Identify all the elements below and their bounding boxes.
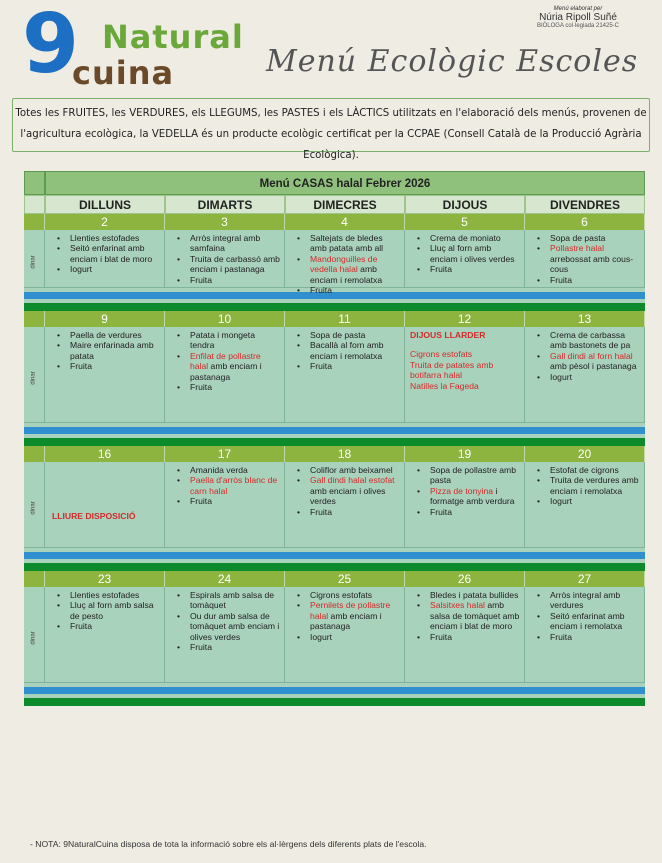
day-number: 11 xyxy=(285,311,405,327)
dish-name: Iogurt xyxy=(70,264,92,275)
table-title-row xyxy=(24,171,645,195)
dish-name: Seitó enfarinat amb enciam i blat de moro xyxy=(70,243,153,264)
dish-list xyxy=(408,233,521,275)
halal-dish-name: Pollastre halal xyxy=(550,243,604,254)
day-number: 10 xyxy=(165,311,285,327)
dish-list xyxy=(48,330,161,372)
dish-list xyxy=(168,330,281,392)
day-number-row xyxy=(24,214,645,230)
dish-item xyxy=(288,254,401,285)
day-number: 6 xyxy=(525,214,645,230)
dish-item xyxy=(528,590,641,611)
free-day-label: LLIURE DISPOSICIÓ xyxy=(52,511,136,521)
dish-item xyxy=(408,632,521,642)
dish-name: Truita de carbassó amb enciam i pastanaga xyxy=(190,253,280,275)
dish-name: Fruita xyxy=(550,631,572,642)
menu-cell xyxy=(405,230,525,287)
day-number: 23 xyxy=(45,571,165,587)
dish-name: Fruita xyxy=(430,506,452,517)
dish-name: Fruita xyxy=(190,274,212,285)
dish-list xyxy=(168,590,281,652)
dish-item xyxy=(168,611,281,642)
day-number: 2 xyxy=(45,214,165,230)
halal-dish-name: Enfilat de pollastre halal xyxy=(190,350,261,372)
dish-detail: i formatge amb verdura xyxy=(430,485,515,507)
dish-detail: arrebossat amb cous-cous xyxy=(550,253,634,275)
dish-item xyxy=(408,486,521,507)
dish-item xyxy=(168,496,281,506)
separator-green xyxy=(24,563,645,571)
intro-line-1: Totes les FRUITES, les VERDURES, els LLEGUMS, les PASTES i els LÀCTICS utilitzats en l'elaboració dels menús, provenen de xyxy=(15,108,647,119)
title-corner xyxy=(24,171,45,195)
dish-name: Crema de moniato xyxy=(430,233,501,243)
dish-name: Sopa de pasta xyxy=(550,233,606,243)
dish-item xyxy=(48,600,161,621)
dish-list xyxy=(168,233,281,285)
day-header: DIMECRES xyxy=(285,195,405,214)
menu-cell xyxy=(165,462,285,547)
dish-item xyxy=(168,330,281,351)
dish-item xyxy=(288,632,401,642)
menu-cell xyxy=(165,587,285,682)
dish-name: Arròs integral amb verdures xyxy=(550,590,621,611)
day-number: 26 xyxy=(405,571,525,587)
day-header: DIVENDRES xyxy=(525,195,645,214)
dish-name: Fruita xyxy=(190,496,212,507)
dish-item xyxy=(528,243,641,274)
day-number-corner xyxy=(24,311,45,327)
dish-item xyxy=(48,621,161,631)
dish-item xyxy=(288,285,401,295)
day-number: 9 xyxy=(45,311,165,327)
dish-detail: amb enciam i pastanaga xyxy=(310,610,382,632)
menu-cell xyxy=(285,327,405,422)
dish-name: Fruita xyxy=(190,642,212,653)
menu-table xyxy=(24,171,645,706)
dish-name: Fruita xyxy=(310,285,332,296)
header xyxy=(0,0,662,95)
dish-item xyxy=(528,275,641,285)
dish-name: Crema de carbassa amb bastonets de pa xyxy=(550,330,631,351)
day-number: 12 xyxy=(405,311,525,327)
dish-name: Fruita xyxy=(70,621,92,632)
dish-item xyxy=(528,372,641,382)
dish-name: Patata i mongeta tendra xyxy=(190,330,255,351)
dish-list xyxy=(48,233,161,275)
dish-list xyxy=(528,590,641,642)
dish-name: Arròs integral amb samfaina xyxy=(190,233,261,254)
dish-item xyxy=(168,465,281,475)
dish-item xyxy=(408,243,521,264)
dish-detail: amb enciam i remolatxa xyxy=(310,264,383,285)
dish-item xyxy=(168,254,281,275)
day-header: DILLUNS xyxy=(45,195,165,214)
dish-name: Estofat de cigrons xyxy=(550,465,619,475)
meal-label-cell xyxy=(24,230,45,287)
dish-list xyxy=(288,233,401,295)
table-title: Menú CASAS halal Febrer 2026 xyxy=(45,171,645,195)
day-header-corner xyxy=(24,195,45,214)
dish-item xyxy=(528,632,641,642)
dish-name: Llenties estofades xyxy=(70,590,140,600)
page-title: Menú Ecològic Escoles xyxy=(266,44,639,79)
day-number-row xyxy=(24,571,645,587)
dish-name: Iogurt xyxy=(550,371,572,382)
dish-list xyxy=(408,590,521,642)
dish-list xyxy=(48,590,161,632)
dish-item xyxy=(168,382,281,392)
separator-green xyxy=(24,698,645,706)
dish-name: Lluç al forn amb enciam i olives verdes xyxy=(430,243,515,264)
menu-cell xyxy=(525,230,645,287)
dish-item xyxy=(168,275,281,285)
dish-item xyxy=(288,475,401,506)
menu-cell xyxy=(525,462,645,547)
dish-item xyxy=(528,475,641,496)
dish-item xyxy=(408,507,521,517)
dish-name: Fruita xyxy=(430,631,452,642)
menu-cell xyxy=(405,587,525,682)
day-number: 5 xyxy=(405,214,525,230)
day-number: 19 xyxy=(405,446,525,462)
dish-list xyxy=(528,233,641,285)
dish-name: Saltejats de bledes amb patata amb all xyxy=(310,233,384,254)
dish-item xyxy=(288,361,401,371)
menu-cell xyxy=(45,327,165,422)
day-header: DIJOUS xyxy=(405,195,525,214)
day-number: 27 xyxy=(525,571,645,587)
menu-cell xyxy=(285,230,405,296)
dish-name: Bacallà al forn amb enciam i remolatxa xyxy=(310,340,384,361)
dish-item xyxy=(48,264,161,274)
weeks xyxy=(24,214,645,706)
menu-cell xyxy=(165,230,285,287)
separator-blue xyxy=(24,687,645,694)
dish-name: Fruita xyxy=(310,361,332,372)
week-block xyxy=(24,571,645,706)
menu-cell xyxy=(165,327,285,422)
meal-label-cell xyxy=(24,462,45,547)
author-role: BIÒLOGA col·legiada 21425-C xyxy=(536,23,620,29)
menu-row xyxy=(24,462,645,548)
dish-name: Iogurt xyxy=(550,496,572,507)
dish-item xyxy=(288,465,401,475)
dish-name: Lluç al forn amb salsa de pesto xyxy=(70,600,154,621)
dish-name: Bledes i patata bullides xyxy=(430,590,519,600)
dish-name: Cigrons estofats xyxy=(310,590,373,600)
dish-name: Truita de verdures amb enciam i remolatxa xyxy=(550,475,639,496)
dish-name: Sopa de pollastre amb pasta xyxy=(430,465,516,486)
meal-label: dinar xyxy=(30,254,37,269)
author-block xyxy=(508,6,648,29)
day-number-corner xyxy=(24,571,45,587)
dish-item xyxy=(168,642,281,652)
dish-name: Iogurt xyxy=(310,631,332,642)
dish-item xyxy=(288,590,401,600)
dish-item xyxy=(48,361,161,371)
dish-item xyxy=(48,330,161,340)
dish-item xyxy=(168,590,281,611)
halal-dish-name: Mandonguilles de vedella halal xyxy=(310,253,378,275)
menu-cell xyxy=(405,462,525,547)
day-number: 25 xyxy=(285,571,405,587)
day-number-row xyxy=(24,446,645,462)
dish-name: Sopa de pasta xyxy=(310,330,366,340)
menu-cell xyxy=(45,230,165,287)
halal-dish-name: Gall dindi halal estofat xyxy=(310,475,395,486)
week-block xyxy=(24,446,645,571)
menu-cell xyxy=(285,587,405,682)
halal-dish-name: Pizza de tonyina xyxy=(430,485,494,496)
separator-blue xyxy=(24,552,645,559)
dish-detail: amb pèsol i pastanaga xyxy=(550,361,637,372)
dish-item xyxy=(288,600,401,631)
halal-dish-name: Paella d'arròs blanc de carn halal xyxy=(190,475,278,496)
menu-cell xyxy=(285,462,405,547)
dish-list xyxy=(168,465,281,507)
dish-name: Fruita xyxy=(430,264,452,275)
day-number: 3 xyxy=(165,214,285,230)
week-block xyxy=(24,214,645,311)
dish-item xyxy=(48,243,161,264)
menu-row xyxy=(24,230,645,296)
dish-name: Llenties estofades xyxy=(70,233,140,243)
dish-list xyxy=(528,330,641,382)
dish-list xyxy=(408,465,521,517)
dish-item xyxy=(48,590,161,600)
dish-list xyxy=(528,465,641,507)
special-day-heading: DIJOUS LLARDER xyxy=(410,330,486,340)
meal-label-cell xyxy=(24,587,45,682)
intro-note xyxy=(12,98,650,161)
day-number: 13 xyxy=(525,311,645,327)
dish-item xyxy=(168,233,281,254)
footer-note: - NOTA: 9NaturalCuina disposa de tota la informació sobre els al·lèrgens dels diferents plats de l'escola. xyxy=(30,839,427,849)
menu-row xyxy=(24,327,645,423)
special-dish: Cigrons estofats xyxy=(410,349,473,360)
meal-label-cell xyxy=(24,327,45,422)
logo-cuina-text: cuina xyxy=(72,54,175,92)
day-number-corner xyxy=(24,214,45,230)
dish-list xyxy=(288,330,401,372)
day-number: 18 xyxy=(285,446,405,462)
dish-item xyxy=(528,330,641,351)
day-number-corner xyxy=(24,446,45,462)
separator-blue xyxy=(24,427,645,434)
day-number: 24 xyxy=(165,571,285,587)
dish-item xyxy=(528,465,641,475)
dish-item xyxy=(48,233,161,243)
day-number: 4 xyxy=(285,214,405,230)
meal-label: dinar xyxy=(30,630,37,645)
dish-name: Fruita xyxy=(310,506,332,517)
day-header: DIMARTS xyxy=(165,195,285,214)
day-number: 17 xyxy=(165,446,285,462)
day-number: 20 xyxy=(525,446,645,462)
dish-item xyxy=(168,351,281,382)
dish-item xyxy=(528,611,641,632)
author-caption: Menú elaborat per xyxy=(553,6,603,12)
dish-item xyxy=(408,233,521,243)
dish-item xyxy=(408,264,521,274)
menu-row xyxy=(24,587,645,683)
dish-item xyxy=(408,590,521,600)
dish-item xyxy=(408,600,521,631)
menu-cell xyxy=(45,587,165,682)
dish-list xyxy=(288,590,401,642)
menu-cell xyxy=(405,327,525,422)
separator-green xyxy=(24,303,645,311)
dish-name: Amanida verda xyxy=(190,465,248,475)
logo-nine: 9 xyxy=(22,0,80,92)
dish-item xyxy=(288,330,401,340)
meal-label: dinar xyxy=(30,500,37,515)
dish-detail: amb salsa de tomàquet amb enciam i blat de moro xyxy=(430,600,520,632)
dish-name: Ou dur amb salsa de tomàquet amb enciam i olives verdes xyxy=(190,610,280,642)
logo-natural-text: Natural xyxy=(102,18,244,56)
author-name: Núria Ripoll Suñé xyxy=(539,12,617,23)
meal-label: dinar xyxy=(30,370,37,385)
day-headers xyxy=(24,195,645,214)
intro-line-2: l'agricultura ecològica, la VEDELLA és un producte ecològic certificat per la CCPAE (Consell Català de la Producció Agrària Ecològica). xyxy=(20,129,642,161)
menu-cell xyxy=(525,327,645,422)
special-dish: Natilles la Fageda xyxy=(410,380,479,391)
dish-name: Seitó enfarinat amb enciam i remolatxa xyxy=(550,610,625,632)
halal-dish-name: Gall dindi al forn halal xyxy=(550,350,633,361)
dish-item xyxy=(408,465,521,486)
day-number-row xyxy=(24,311,645,327)
menu-cell xyxy=(45,462,165,547)
dish-name: Coliflor amb beixamel xyxy=(310,465,393,475)
dish-item xyxy=(48,340,161,361)
dish-detail: amb enciam i pastanaga xyxy=(190,361,262,382)
dish-detail: amb enciam i olives verdes xyxy=(310,485,386,507)
dish-name: Maire enfarinada amb patata xyxy=(70,340,154,361)
halal-dish-name: Salsitxes halal xyxy=(430,600,485,611)
week-block xyxy=(24,311,645,446)
menu-cell xyxy=(525,587,645,682)
dish-item xyxy=(288,340,401,361)
dish-item xyxy=(528,496,641,506)
dish-item xyxy=(168,475,281,496)
special-dish: Truita de patates amb botifarra halal xyxy=(410,359,494,381)
dish-name: Fruita xyxy=(190,382,212,393)
dish-item xyxy=(528,233,641,243)
dish-item xyxy=(288,233,401,254)
halal-dish-name: Pernilets de pollastre halal xyxy=(310,600,391,621)
dish-item xyxy=(528,351,641,372)
dish-item xyxy=(288,507,401,517)
dish-name: Espirals amb salsa de tomàquet xyxy=(190,590,275,611)
separator-green xyxy=(24,438,645,446)
dish-list xyxy=(288,465,401,517)
day-number: 16 xyxy=(45,446,165,462)
dish-name: Paella de verdures xyxy=(70,330,142,340)
dish-name: Fruita xyxy=(550,274,572,285)
dish-name: Fruita xyxy=(70,361,92,372)
